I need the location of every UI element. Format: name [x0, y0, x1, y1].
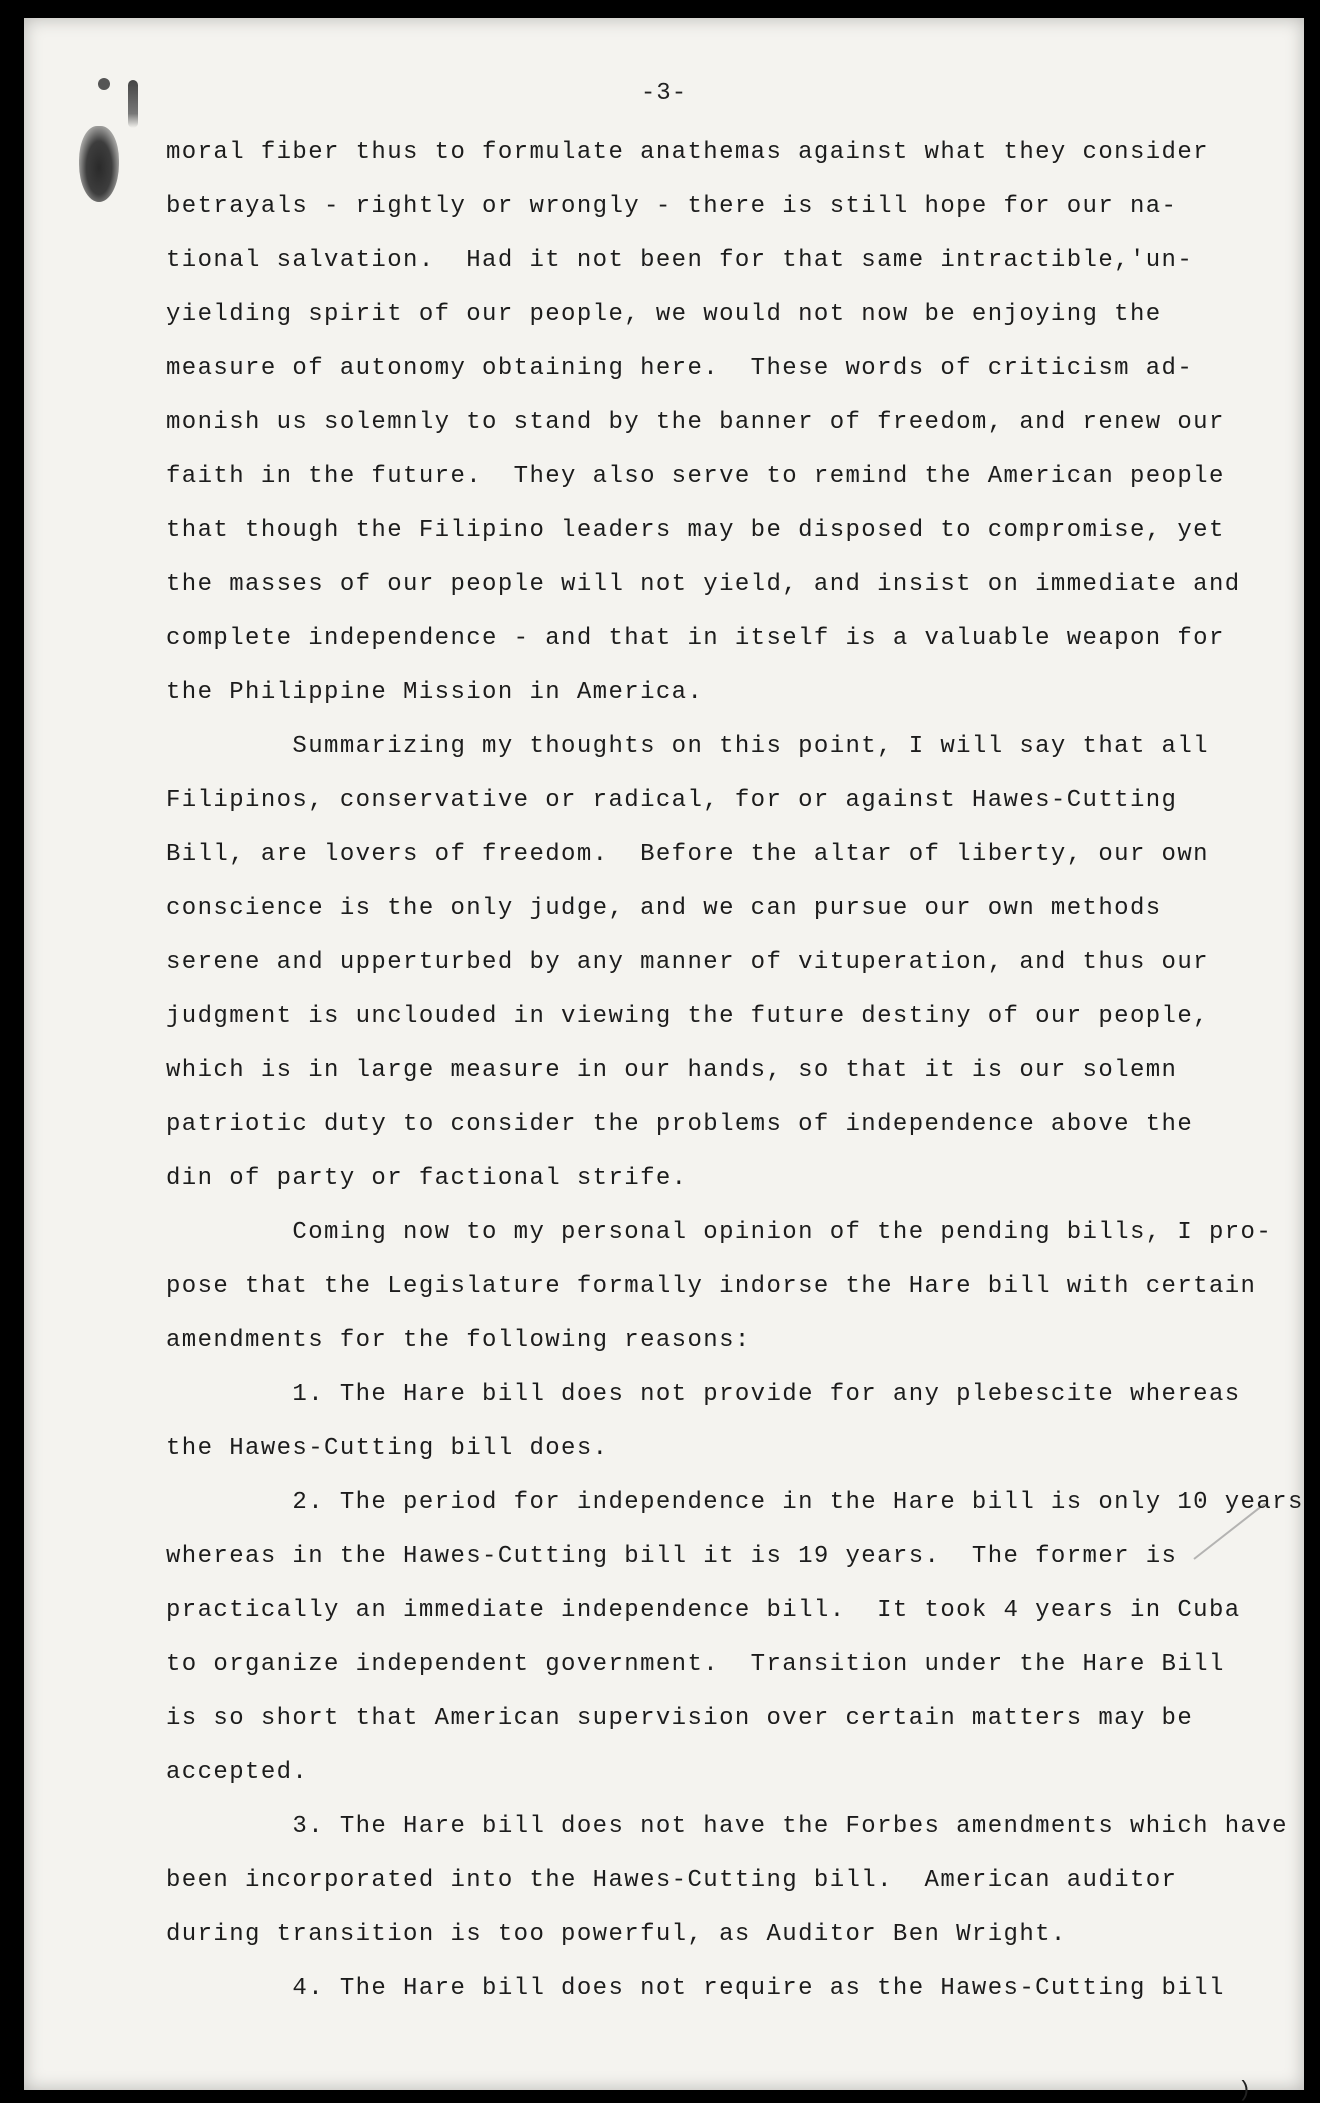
text-line: din of party or factional strife. [166, 1165, 688, 1192]
text-line: yielding spirit of our people, we would not now be enjoying the [166, 301, 1162, 328]
text-line: amendments for the following reasons: [166, 1327, 751, 1354]
page-number: -3- [640, 80, 688, 107]
text-line: 2. The period for independence in the Hare bill is only 10 years [166, 1489, 1304, 1516]
text-line: accepted. [166, 1759, 309, 1786]
text-line: betrayals - rightly or wrongly - there is still hope for our na- [166, 193, 1178, 220]
text-line: the Hawes-Cutting bill does. [166, 1435, 609, 1462]
text-line: serene and upperturbed by any manner of vituperation, and thus our [166, 949, 1209, 976]
text-line: conscience is the only judge, and we can pursue our own methods [166, 895, 1162, 922]
text-line: judgment is unclouded in viewing the future destiny of our people, [166, 1003, 1209, 1030]
text-line: Summarizing my thoughts on this point, I will say that all [166, 733, 1209, 760]
text-line: practically an immediate independence bill. It took 4 years in Cuba [166, 1597, 1241, 1624]
text-line: tional salvation. Had it not been for that same intractible,'un- [166, 247, 1194, 274]
bottom-mark: ) [1238, 2078, 1252, 2103]
text-line: is so short that American supervision over certain matters may be [166, 1705, 1194, 1732]
text-line: moral fiber thus to formulate anathemas against what they consider [166, 139, 1209, 166]
text-line: during transition is too powerful, as Auditor Ben Wright. [166, 1921, 1067, 1948]
text-line: Bill, are lovers of freedom. Before the altar of liberty, our own [166, 841, 1209, 868]
text-line: 3. The Hare bill does not have the Forbes amendments which have [166, 1813, 1288, 1840]
text-line: faith in the future. They also serve to remind the American people [166, 463, 1225, 490]
text-line: the Philippine Mission in America. [166, 679, 704, 706]
document-page [24, 18, 1304, 2103]
text-line: that though the Filipino leaders may be disposed to compromise, yet [166, 517, 1225, 544]
text-line: whereas in the Hawes-Cutting bill it is 19 years. The former is [166, 1543, 1178, 1570]
text-line: Coming now to my personal opinion of the pending bills, I pro- [166, 1219, 1273, 1246]
body-text [166, 126, 1304, 2016]
text-line: complete independence - and that in itself is a valuable weapon for [166, 625, 1225, 652]
text-line: been incorporated into the Hawes-Cutting bill. American auditor [166, 1867, 1178, 1894]
text-line: monish us solemnly to stand by the banner of freedom, and renew our [166, 409, 1225, 436]
text-line: to organize independent government. Transition under the Hare Bill [166, 1651, 1225, 1678]
text-line: 4. The Hare bill does not require as the Hawes-Cutting bill [166, 1975, 1225, 2002]
text-line: Filipinos, conservative or radical, for or against Hawes-Cutting [166, 787, 1178, 814]
text-line: patriotic duty to consider the problems of independence above the [166, 1111, 1194, 1138]
text-line: which is in large measure in our hands, so that it is our solemn [166, 1057, 1178, 1084]
text-line: the masses of our people will not yield, and insist on immediate and [166, 571, 1241, 598]
text-line: 1. The Hare bill does not provide for any plebescite whereas [166, 1381, 1241, 1408]
text-line: measure of autonomy obtaining here. These words of criticism ad- [166, 355, 1194, 382]
text-line: pose that the Legislature formally indorse the Hare bill with certain [166, 1273, 1257, 1300]
ink-blot [79, 126, 119, 202]
